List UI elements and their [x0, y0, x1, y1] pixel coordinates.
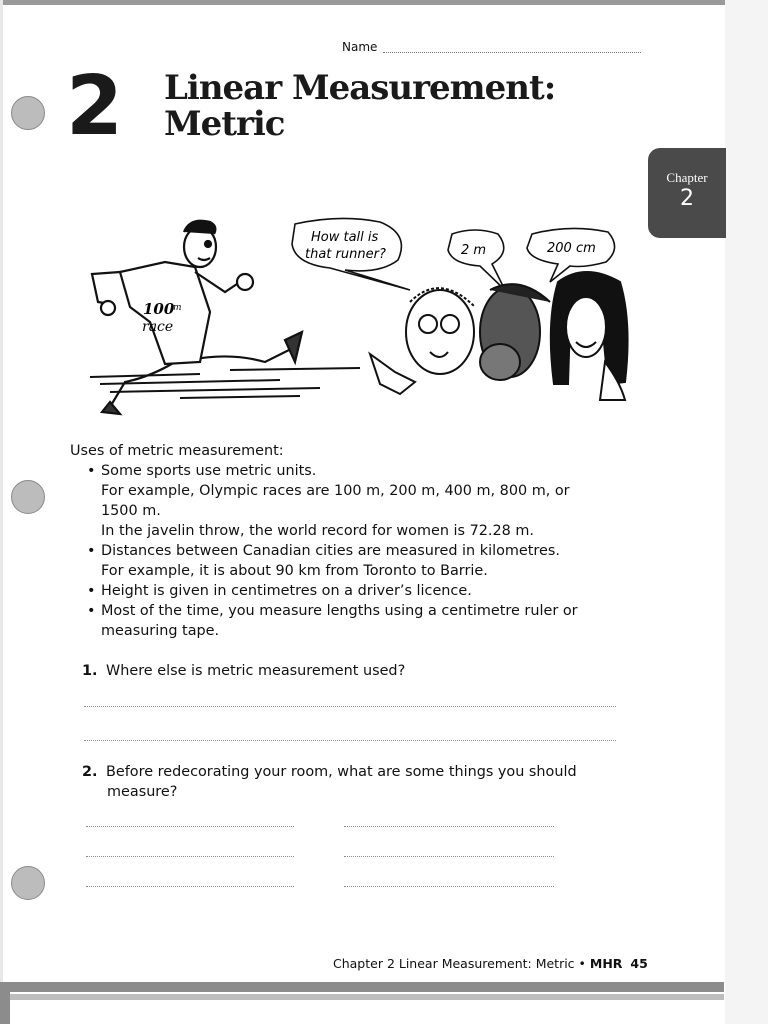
question-2-text: Before redecorating your room, what are some things you should	[106, 764, 577, 780]
chapter-tab-number: 2	[680, 186, 694, 211]
list-item	[101, 601, 630, 641]
answer-line-2-right-1[interactable]	[344, 826, 554, 827]
bubble-question-line1: How tall is	[311, 230, 379, 245]
list-item-line: • Distances between Canadian cities are measured in kilometres.	[101, 543, 560, 559]
page-footer	[333, 956, 648, 971]
bottom-edge-rule-light	[0, 994, 724, 1000]
binder-hole-top	[11, 96, 45, 130]
chapter-tab	[648, 148, 726, 238]
question-2-number: 2.	[82, 764, 98, 780]
footer-chapter-title: Chapter 2 Linear Measurement: Metric	[333, 956, 575, 971]
answer-line-2-left-2[interactable]	[86, 856, 294, 857]
speed-lines	[90, 368, 360, 398]
answer-line-2-right-2[interactable]	[344, 856, 554, 857]
bottom-edge-rule	[0, 982, 724, 992]
list-item-line: In the javelin throw, the world record for women is 72.28 m.	[101, 523, 534, 539]
chapter-tab-label: Chapter	[666, 170, 708, 185]
title-line-2: Metric	[164, 104, 285, 144]
binder-hole-bottom	[11, 866, 45, 900]
bubble-200cm-text: 200 cm	[547, 241, 596, 256]
question-1-number: 1.	[82, 663, 98, 679]
list-item-line: 1500 m.	[101, 503, 161, 519]
list-item-line: For example, Olympic races are 100 m, 200 m, 400 m, 800 m, or	[101, 483, 570, 499]
answer-line-2-left-3[interactable]	[86, 886, 294, 887]
uses-list	[70, 461, 630, 641]
list-item	[101, 461, 630, 541]
binder-hole-middle	[11, 480, 45, 514]
question-1-text: Where else is metric measurement used?	[106, 663, 406, 679]
list-item-line: For example, it is about 90 km from Toronto to Barrie.	[101, 563, 488, 579]
list-item-line: • Height is given in centimetres on a driver’s licence.	[101, 583, 472, 599]
bubble-question-line2: that runner?	[305, 247, 386, 262]
name-write-line[interactable]	[383, 52, 641, 53]
bubble-2m-text: 2 m	[461, 243, 487, 258]
onlooker-woman	[551, 272, 628, 400]
chapter-number: 2	[66, 59, 122, 154]
cartoon-illustration	[80, 212, 640, 422]
footer-publisher: MHR	[589, 956, 623, 971]
list-item-line: measuring tape.	[101, 623, 220, 639]
right-margin	[725, 0, 768, 1024]
bottom-left-strip	[0, 992, 10, 1024]
question-1	[82, 661, 622, 681]
answer-line-1b[interactable]	[84, 740, 616, 741]
speech-bubble-2m	[448, 230, 505, 290]
answer-line-2-left-1[interactable]	[86, 826, 294, 827]
footer-page-number: 45	[630, 956, 648, 971]
list-item	[101, 541, 630, 581]
footer-bullet: •	[578, 956, 586, 971]
runner-figure	[92, 221, 302, 414]
list-item	[101, 581, 630, 601]
onlooker-glasses	[370, 288, 475, 394]
onlooker-middle	[480, 284, 550, 380]
left-edge	[0, 0, 3, 992]
shirt-text-number: 100	[143, 300, 175, 318]
top-edge-rule	[0, 0, 730, 5]
answer-line-1a[interactable]	[84, 706, 616, 707]
shirt-text-unit: m	[173, 303, 182, 313]
list-item-line: • Some sports use metric units.	[101, 463, 317, 479]
name-label: Name	[342, 40, 378, 54]
question-2-text-cont: measure?	[107, 784, 178, 800]
shirt-text-race: race	[142, 319, 174, 335]
uses-heading: Uses of metric measurement:	[70, 443, 284, 459]
name-field[interactable]	[342, 40, 641, 54]
question-2	[82, 762, 622, 802]
uses-section	[70, 441, 630, 641]
title-line-1: Linear Measurement:	[164, 68, 556, 108]
answer-line-2-right-3[interactable]	[344, 886, 554, 887]
page-title	[164, 70, 555, 142]
list-item-line: • Most of the time, you measure lengths using a centimetre ruler or	[101, 603, 578, 619]
